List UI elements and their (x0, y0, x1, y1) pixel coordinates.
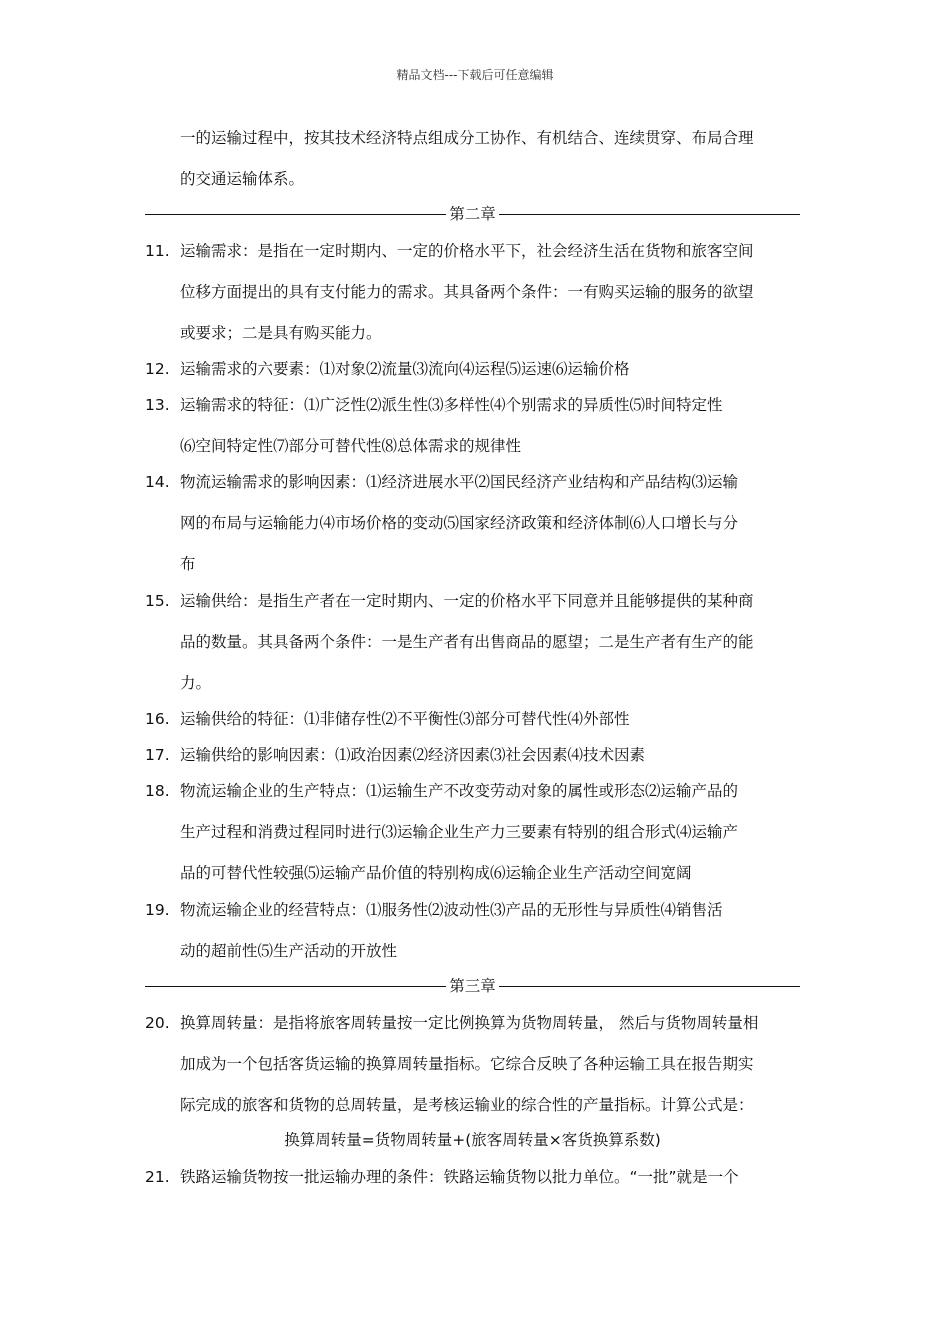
item-line: 加成为一个包括客货运输的换算周转量指标。它综合反映了各种运输工具在报告期实 (180, 1055, 754, 1073)
item-line: 布 (180, 555, 196, 573)
item-number: 14. (145, 473, 170, 491)
chapter-title: 第二章 (449, 205, 496, 223)
intro-line: 的交通运输体系。 (180, 170, 305, 188)
chapter-divider (145, 976, 800, 996)
divider-rule (145, 214, 446, 215)
item-line: 动的超前性⑸生产活动的开放性 (180, 942, 398, 960)
item-line: 力。 (180, 674, 212, 692)
item-number: 21. (145, 1168, 170, 1186)
item-number: 16. (145, 710, 170, 728)
item-line: 运输需求：是指在一定时期内、一定的价格水平下，社会经济生活在货物和旅客空间 (180, 242, 754, 260)
intro-line: 一的运输过程中，按其技术经济特点组成分工协作、有机结合、连续贯穿、布局合理 (180, 129, 754, 147)
item-line: 品的可替代性较强⑸运输产品价值的特别构成⑹运输企业生产活动空间宽阔 (180, 864, 692, 882)
item-line: 物流运输企业的经营特点：⑴服务性⑵波动性⑶产品的无形性与异质性⑷销售活 (180, 901, 723, 919)
item-number: 18. (145, 782, 170, 800)
item-line: 物流运输需求的影响因素：⑴经济进展水平⑵国民经济产业结构和产品结构⑶运输 (180, 473, 739, 491)
item-number: 11. (145, 242, 170, 260)
divider-rule (499, 986, 800, 987)
item-line: 位移方面提出的具有支付能力的需求。其具备两个条件：一有购买运输的服务的欲望 (180, 283, 754, 301)
chapter-title: 第三章 (449, 977, 496, 995)
item-number: 20. (145, 1014, 170, 1032)
item-line: 物流运输企业的生产特点：⑴运输生产不改变劳动对象的属性或形态⑵运输产品的 (180, 782, 739, 800)
item-line: 网的布局与运输能力⑷市场价格的变动⑸国家经济政策和经济体制⑹人口增长与分 (180, 514, 739, 532)
item-line: 运输需求的六要素：⑴对象⑵流量⑶流向⑷运程⑸运速⑹运输价格 (180, 360, 630, 378)
item-line: ⑹空间特定性⑺部分可替代性⑻总体需求的规律性 (180, 437, 522, 455)
item-line: 或要求；二是具有购买能力。 (180, 324, 382, 342)
page-header: 精品文档---下载后可任意编辑 (396, 68, 554, 82)
item-number: 19. (145, 901, 170, 919)
item-line: 品的数量。其具备两个条件：一是生产者有出售商品的愿望；二是生产者有生产的能 (180, 633, 754, 651)
item-line: 铁路运输货物按一批运输办理的条件：铁路运输货物以批力单位。“一批”就是一个 (180, 1168, 739, 1186)
item-number: 15. (145, 592, 170, 610)
item-number: 13. (145, 396, 170, 414)
item-line: 运输需求的特征：⑴广泛性⑵派生性⑶多样性⑷个别需求的异质性⑸时间特定性 (180, 396, 723, 414)
item-line: 生产过程和消费过程同时进行⑶运输企业生产力三要素有特别的组合形式⑷运输产 (180, 823, 739, 841)
item-line: 换算周转量：是指将旅客周转量按一定比例换算为货物周转量， 然后与货物周转量相 (180, 1014, 759, 1032)
divider-rule (499, 214, 800, 215)
item-line: 运输供给的影响因素：⑴政治因素⑵经济因素⑶社会因素⑷技术因素 (180, 746, 646, 764)
formula: 换算周转量=货物周转量+(旅客周转量×客货换算系数) (284, 1131, 661, 1149)
item-number: 12. (145, 360, 170, 378)
item-number: 17. (145, 746, 170, 764)
item-line: 运输供给的特征：⑴非储存性⑵不平衡性⑶部分可替代性⑷外部性 (180, 710, 630, 728)
chapter-divider (145, 204, 800, 224)
divider-rule (145, 986, 446, 987)
item-line: 际完成的旅客和货物的总周转量，是考核运输业的综合性的产量指标。计算公式是： (180, 1096, 754, 1114)
item-line: 运输供给：是指生产者在一定时期内、一定的价格水平下同意并且能够提供的某种商 (180, 592, 754, 610)
